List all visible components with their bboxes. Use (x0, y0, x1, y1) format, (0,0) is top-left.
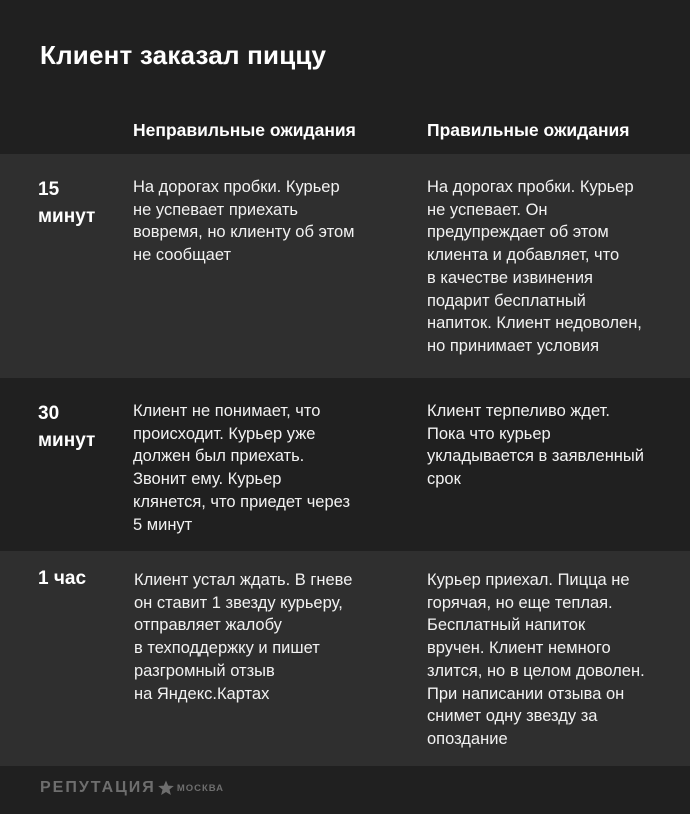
row-label: 15 минут (38, 179, 96, 227)
cell-wrong-expectation: Клиент не понимает, что происходит. Курьер уже должен был приехать. Звонит ему. Курьер клянется, что приедет через 5 минут (133, 402, 351, 534)
star-icon (157, 779, 175, 797)
cell-right-expectation: Курьер приехал. Пицца не горячая, но еще теплая. Бесплатный напиток вручен. Клиент немного злится, но в целом доволен. При написании отзыва он снимет одну звезду за опоздание (427, 571, 645, 748)
cell-wrong-expectation: На дорогах пробки. Курьер не успевает приехать вовремя, но клиенту об этом не сообщает (133, 178, 355, 265)
page-title: Клиент заказал пиццу (40, 40, 327, 70)
brand-logo (40, 779, 224, 797)
table-row-15-minutes (0, 154, 690, 378)
row-label: 30 минут (38, 403, 96, 451)
cell-wrong-expectation: Клиент устал ждать. В гневе он ставит 1 звезду курьеру, отправляет жалобу в техподдержку и пишет разгромный отзыв на Яндекс.Картах (134, 571, 353, 703)
logo-subtext: МОСКВА (176, 782, 225, 794)
cell-right-expectation: Клиент терпеливо ждет. Пока что курьер укладывается в заявленный срок (427, 402, 644, 489)
column-header-wrong-expectations: Неправильные ожидания (133, 120, 356, 140)
logo-text: РЕПУТАЦИЯ (40, 779, 156, 796)
table-row-30-minutes (0, 378, 690, 551)
cell-right-expectation: На дорогах пробки. Курьер не успевает. Он предупреждает об этом клиента и добавляет, что в качестве извинения подарит бесплатный напиток. Клиент недоволен, но принимает условия (427, 178, 642, 355)
footer (0, 766, 690, 814)
column-header-right-expectations: Правильные ожидания (427, 120, 630, 140)
table-row-1-hour (0, 551, 690, 766)
row-label: 1 час (38, 568, 87, 589)
